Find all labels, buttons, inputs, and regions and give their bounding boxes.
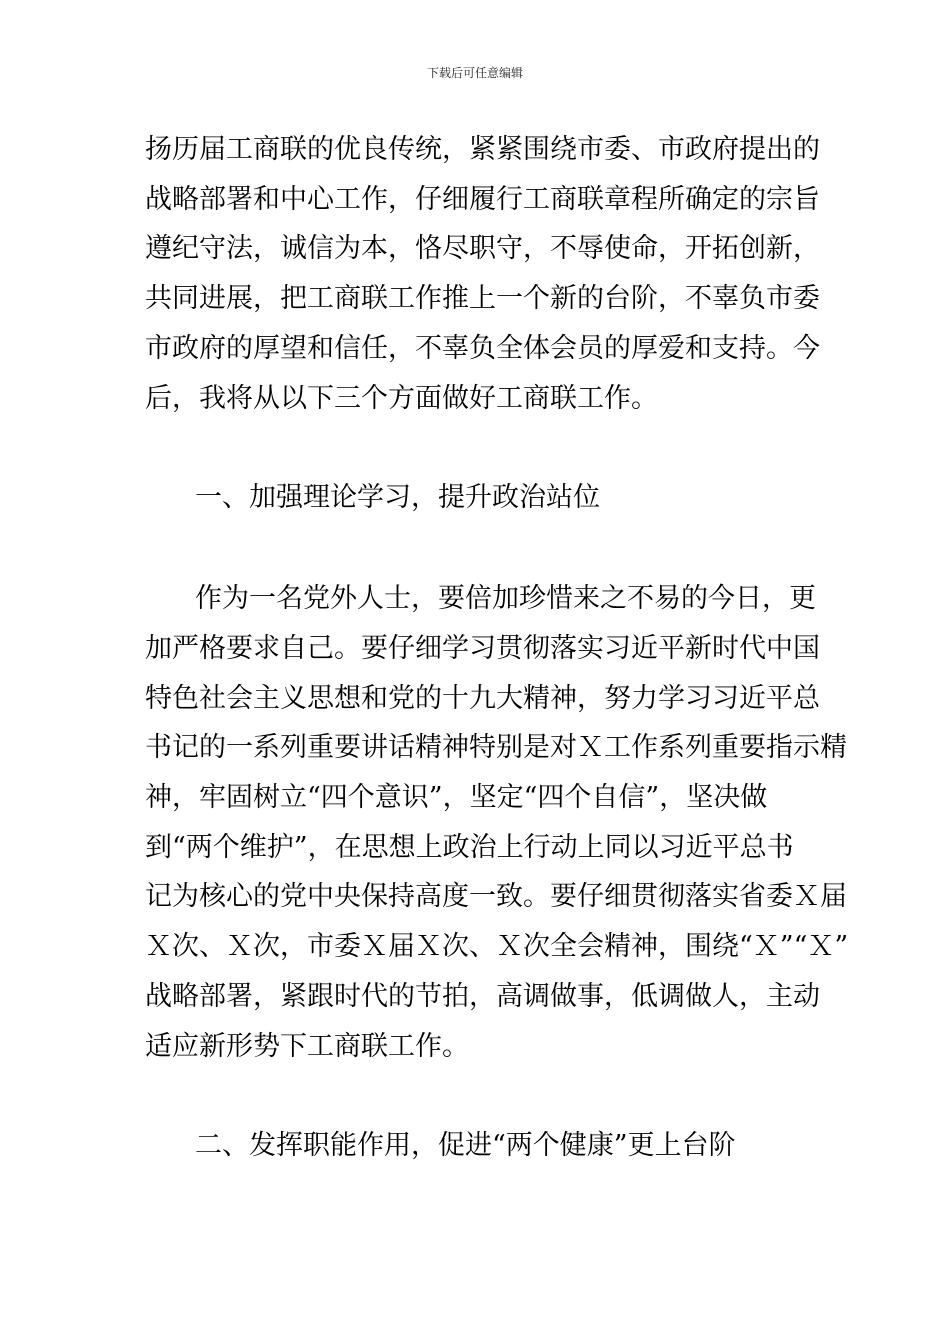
paragraph-line: 战略部署，紧跟时代的节拍，高调做事，低调做人，主动	[145, 981, 820, 1012]
paragraph-line: Ｘ次、Ｘ次，市委Ｘ届Ｘ次、Ｘ次全会精神，围绕“Ｘ”“Ｘ”	[145, 931, 849, 962]
paragraph-line: 后，我将从以下三个方面做好工商联工作。	[145, 383, 658, 414]
paragraph-line: 到“两个维护”，在思想上政治上行动上同以习近平总书	[145, 832, 794, 863]
page-header: 下载后可任意编辑	[426, 66, 523, 80]
paragraph-line: 共同进展，把工商联工作推上一个新的台阶，不辜负市委	[145, 283, 820, 314]
paragraph-line: 作为一名党外人士，要倍加珍惜来之不易的今日，更	[195, 583, 816, 614]
section-heading-2: 二、发挥职能作用，促进“两个健康”更上台阶	[195, 1130, 736, 1161]
paragraph-line: 战略部署和中心工作，仔细履行工商联章程所确定的宗旨	[145, 184, 820, 215]
paragraph-line: 扬历届工商联的优良传统，紧紧围绕市委、市政府提出的	[145, 134, 820, 165]
paragraph-line: 加严格要求自己。要仔细学习贯彻落实习近平新时代中国	[145, 633, 820, 664]
paragraph-line: 特色社会主义思想和党的十九大精神，努力学习习近平总	[145, 683, 820, 714]
section-heading-1: 一、加强理论学习，提升政治站位	[195, 482, 600, 513]
paragraph-line: 适应新形势下工商联工作。	[145, 1031, 469, 1062]
paragraph-line: 记为核心的党中央保持高度一致。要仔细贯彻落实省委Ｘ届	[145, 881, 847, 912]
paragraph-line: 神，牢固树立“四个意识”，坚定“四个自信”，坚决做	[145, 782, 768, 813]
paragraph-line: 书记的一系列重要讲话精神特别是对Ｘ工作系列重要指示精	[145, 732, 847, 763]
paragraph-line: 市政府的厚望和信任，不辜负全体会员的厚爱和支持。今	[145, 333, 820, 364]
paragraph-line: 遵纪守法，诚信为本，恪尽职守，不辱使命，开拓创新，	[145, 233, 820, 264]
